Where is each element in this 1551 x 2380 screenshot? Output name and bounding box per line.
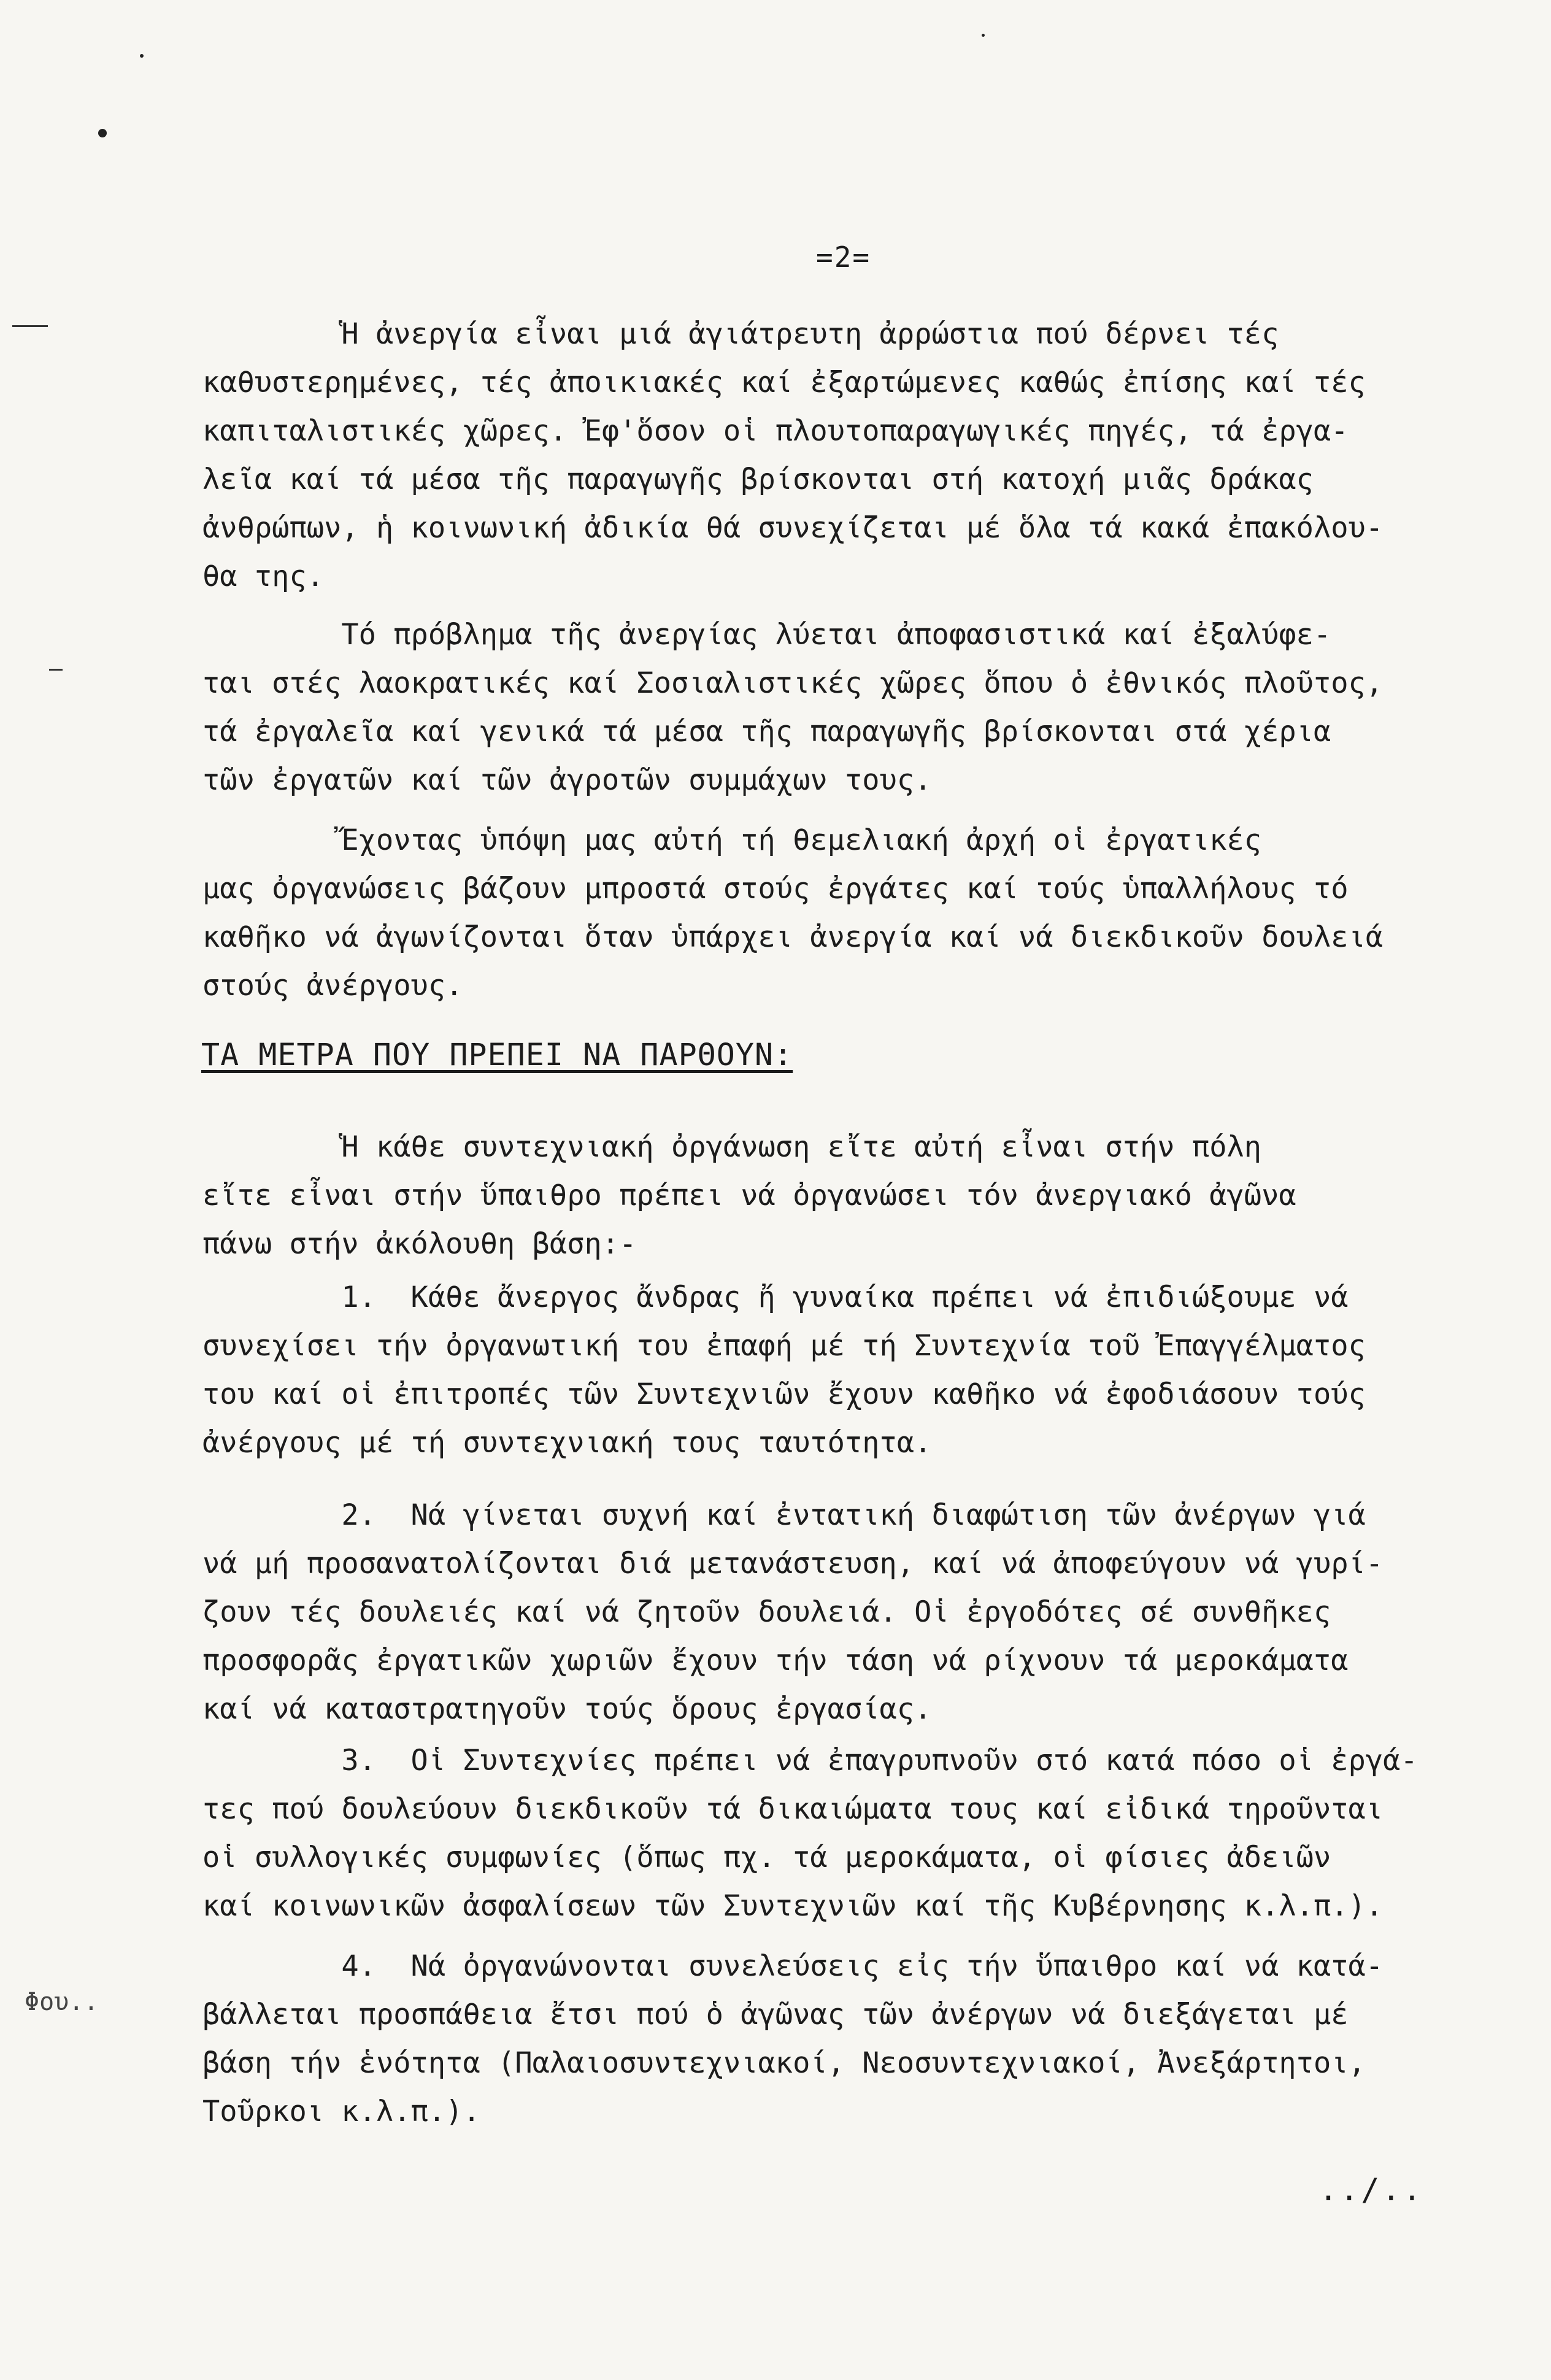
margin-dash xyxy=(49,669,63,671)
margin-dash xyxy=(12,325,48,327)
paragraph-principle: Ἔχοντας ὑπόψη μας αὐτή τή θεμελιακή ἀρχή οἱ ἐργατικές μας ὀργανώσεις βάζουν μπροστά στούς ἐργάτες καί τούς ὑπαλλήλους τό καθῆκο νά ἀγωνίζονται ὅταν ὑπάρχει ἀνεργία καί νά διεκδικοῦν δουλειά στούς ἀνέργους. xyxy=(202,823,1384,1003)
paragraph-intro: Ἡ κάθε συντεχνιακή ὀργάνωση εἴτε αὐτή εἶναι στήν πόλη εἴτε εἶναι στήν ὕπαιθρο πρέπει νά ὀργανώσει τόν ἀνεργιακό ἀγῶνα πάνω στήν ἀκόλουθη βάση:- xyxy=(202,1130,1296,1261)
list-item-4: 4. Νά ὀργανώνονται συνελεύσεις εἰς τήν ὕπαιθρο καί νά κατά- βάλλεται προσπάθεια ἔτσι πού ὁ ἀγῶνας τῶν ἀνέργων νά διεξάγεται μέ βάση τήν ἑνότητα (Παλαιοσυντεχνιακοί, Νεοσυντεχνιακοί, Ἀνεξάρτητοι, Τοῦρκοι κ.λ.π.). xyxy=(202,1949,1384,2128)
scan-speck xyxy=(140,54,144,58)
list-item-2: 2. Νά γίνεται συχνή καί ἐντατική διαφώτιση τῶν ἀνέργων γιά νά μή προσανατολίζονται διά μετανάστευση, καί νά ἀποφεύγουν νά γυρί- ζουν τές δουλειές καί νά ζητοῦν δουλειά. Οἱ ἐργοδότες σέ συνθῆκες προσφορᾶς ἐργατικῶν χωριῶν ἔχουν τήν τάση νά ρίχνουν τά μεροκάματα καί νά καταστρατηγοῦν τούς ὅρους ἐργασίας. xyxy=(202,1498,1384,1726)
scan-speck xyxy=(982,34,985,37)
scan-speck xyxy=(98,129,107,137)
paragraph-problem-solved: Τό πρόβλημα τῆς ἀνεργίας λύεται ἀποφασιστικά καί ἐξαλύφε- ται στές λαοκρατικές καί Σοσιαλιστικές χῶρες ὅπου ὁ ἐθνικός πλοῦτος, τά ἐργαλεῖα καί γενικά τά μέσα τῆς παραγωγῆς βρίσκονται στά χέρια τῶν ἐργατῶν καί τῶν ἀγροτῶν συμμάχων τους. xyxy=(202,618,1384,797)
section-heading: ΤΑ ΜΕΤΡΑ ΠΟΥ ΠΡΕΠΕΙ ΝΑ ΠΑΡΘΟΥΝ: xyxy=(201,1037,793,1073)
page-number: =2= xyxy=(816,241,871,274)
list-item-3: 3. Οἱ Συντεχνίες πρέπει νά ἐπαγρυπνοῦν στό κατά πόσο οἱ ἐργά- τες πού δουλεύουν διεκδικοῦν τά δικαιώματα τους καί εἰδικά τηροῦνται οἱ συλλογικές συμφωνίες (ὅπως πχ. τά μεροκάματα, οἱ φίσιες ἀδειῶν καί κοινωνικῶν ἀσφαλίσεων τῶν Συντεχνιῶν καί τῆς Κυβέρνησης κ.λ.π.). xyxy=(202,1744,1418,1923)
list-item-1: 1. Κάθε ἄνεργος ἄνδρας ἤ γυναίκα πρέπει νά ἐπιδιώξουμε νά συνεχίσει τήν ὀργανωτική του ἐπαφή μέ τή Συντεχνία τοῦ Ἐπαγγέλματος του καί οἱ ἐπιτροπές τῶν Συντεχνιῶν ἔχουν καθῆκο νά ἐφοδιάσουν τούς ἀνέργους μέ τή συντεχνιακή τους ταυτότητα. xyxy=(202,1281,1366,1460)
continuation-mark: ..∕.. xyxy=(1319,2172,1424,2208)
paragraph-unemployment-disease: Ἡ ἀνεργία εἶναι μιά ἀγιάτρευτη ἀρρώστια πού δέρνει τές καθυστερημένες, τές ἀποικιακές καί ἐξαρτώμενες καθώς ἐπίσης καί τές καπιταλιστικές χῶρες. Ἐφ'ὅσον οἱ πλουτοπαραγωγικές πηγές, τά ἐργα- λεῖα καί τά μέσα τῆς παραγωγῆς βρίσκονται στή κατοχή μιᾶς δράκας ἀνθρώπων, ἡ κοινωνική ἀδικία θά συνεχίζεται μέ ὅλα τά κακά ἐπακόλου- θα της. xyxy=(202,317,1384,593)
margin-note: Φου.. xyxy=(25,1988,99,2016)
